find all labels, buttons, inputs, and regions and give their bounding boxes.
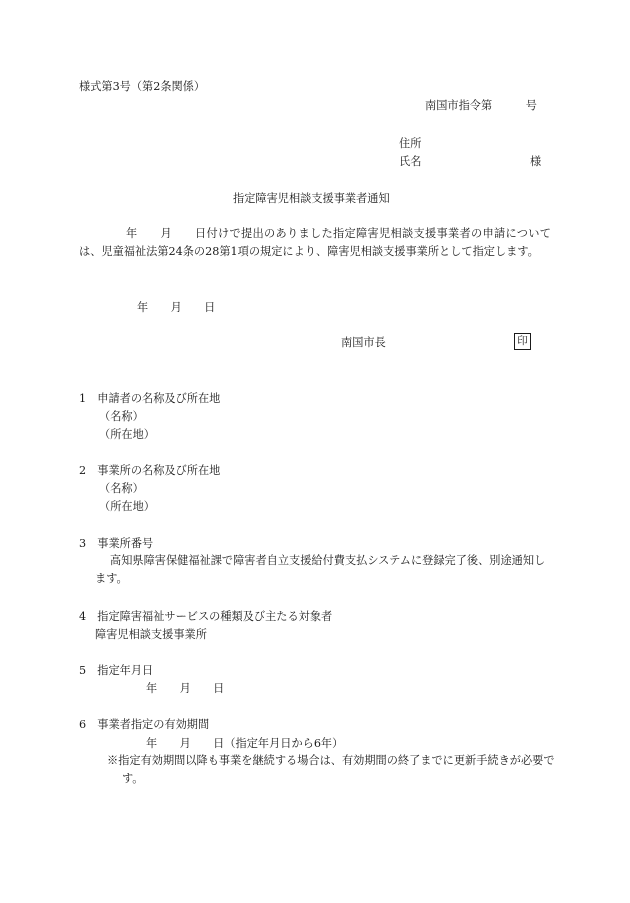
section-2-heading: 2 事業所の名称及び所在地 <box>79 464 221 477</box>
section-2-name: （名称） <box>99 482 144 495</box>
recipient-address-label: 住所 <box>399 137 422 150</box>
section-5-date: 年 月 日 <box>146 682 225 695</box>
section-1-name: （名称） <box>99 410 144 423</box>
section-1-heading: 1 申請者の名称及び所在地 <box>79 392 221 405</box>
section-6-heading: 6 事業者指定の有効期間 <box>79 718 210 731</box>
form-number: 様式第3号（第2条関係） <box>79 80 206 93</box>
section-6-date: 年 月 日（指定年月日から6年） <box>146 737 344 750</box>
recipient-honorific: 様 <box>530 155 542 168</box>
issuer-title: 南国市長 <box>341 336 386 349</box>
document-title: 指定障害児相談支援事業者通知 <box>233 192 390 205</box>
section-1-address: （所在地） <box>99 428 155 441</box>
order-number: 南国市指令第 号 <box>425 99 537 112</box>
section-3-text: 高知県障害保健福祉課で障害者自立支援給付費支払システムに登録完了後、別途通知します。 <box>95 554 546 585</box>
section-2-address: （所在地） <box>99 500 155 513</box>
body-paragraph: 年 月 日付けで提出のありました指定障害児相談支援事業者の申請については、児童福祉法第24条の28第1項の規定により、障害児相談支援事業所として指定します。 <box>79 227 551 258</box>
issue-date: 年 月 日 <box>137 301 216 314</box>
section-6-note: ※指定有効期間以降も事業を継続する場合は、有効期間の終了までに更新手続きが必要です。 <box>107 754 555 785</box>
section-3-heading: 3 事業所番号 <box>79 537 154 550</box>
section-4-text: 障害児相談支援事業所 <box>95 628 207 641</box>
section-4-heading: 4 指定障害福祉サービスの種類及び主たる対象者 <box>79 610 333 623</box>
section-5-heading: 5 指定年月日 <box>79 664 154 677</box>
recipient-name-label: 氏名 <box>399 155 422 168</box>
seal-mark: 印 <box>514 333 531 350</box>
